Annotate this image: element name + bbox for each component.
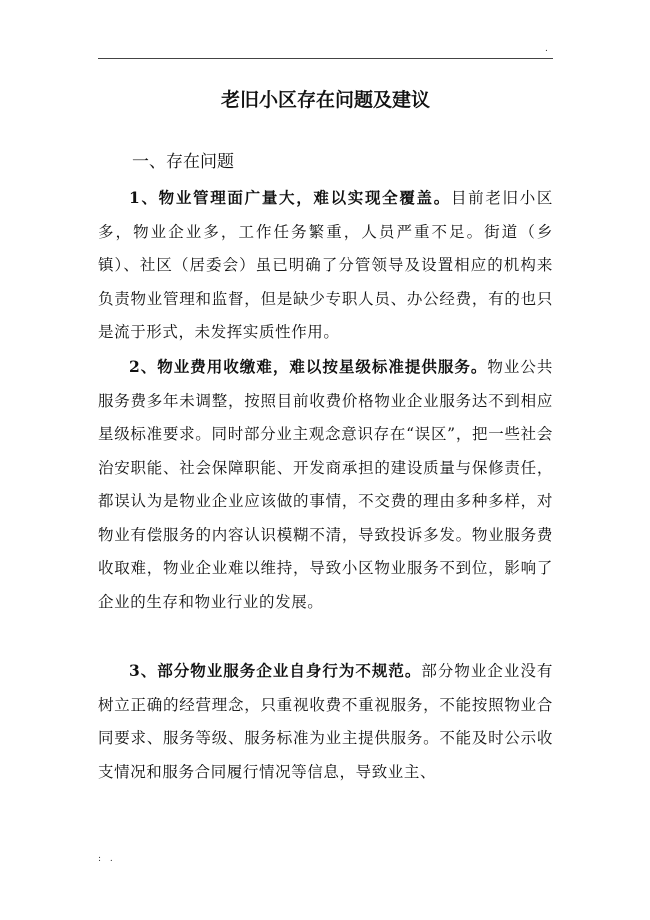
paragraph-3-lead: 3、部分物业服务企业自身行为不规范。 (129, 661, 422, 680)
header-rule (98, 58, 553, 59)
document-title: 老旧小区存在问题及建议 (220, 89, 430, 111)
paragraph-3 (98, 654, 553, 789)
paragraph-1-text: 目前老旧小区多，物业企业多，工作任务繁重，人员严重不足。街道（乡镇）、社区（居委会）虽已明确了分管领导及设置相应的机构来负责物业管理和监督，但是缺少专职人员、办公经费，有的也只是流于形式，未发挥实质性作用。 (98, 189, 553, 341)
paragraph-2-text: 物业公共服务费多年未调整，按照目前收费价格物业企业服务达不到相应星级标准要求。同时部分业主观念意识存在“误区”，把一些社会治安职能、社会保障职能、开发商承担的建设质量与保修责任，都误认为是物业企业应该做的事情，不交费的理由多种多样，对物业有偿服务的内容认识模糊不清，导致投诉多发。物业服务费收取难，物业企业难以维持，导致小区物业服务不到位，影响了企业的生存和物业行业的发展。 (98, 358, 553, 611)
paragraph-1-lead: 1、物业管理面广量大，难以实现全覆盖。 (129, 188, 451, 207)
paragraph-2 (98, 350, 553, 619)
footer-mark: : . (98, 854, 116, 864)
paragraph-1 (98, 181, 553, 350)
section-heading: 一、存在问题 (132, 152, 234, 172)
paragraph-3-text: 部分物业企业没有树立正确的经营理念，只重视收费不重视服务，不能按照物业合同要求、服务等级、服务标准为业主提供服务。不能及时公示收支情况和服务合同履行情况等信息，导致业主、 (98, 662, 553, 781)
header-mark: . (545, 44, 548, 54)
paragraph-2-lead: 2、物业费用收缴难，难以按星级标准提供服务。 (129, 357, 488, 376)
